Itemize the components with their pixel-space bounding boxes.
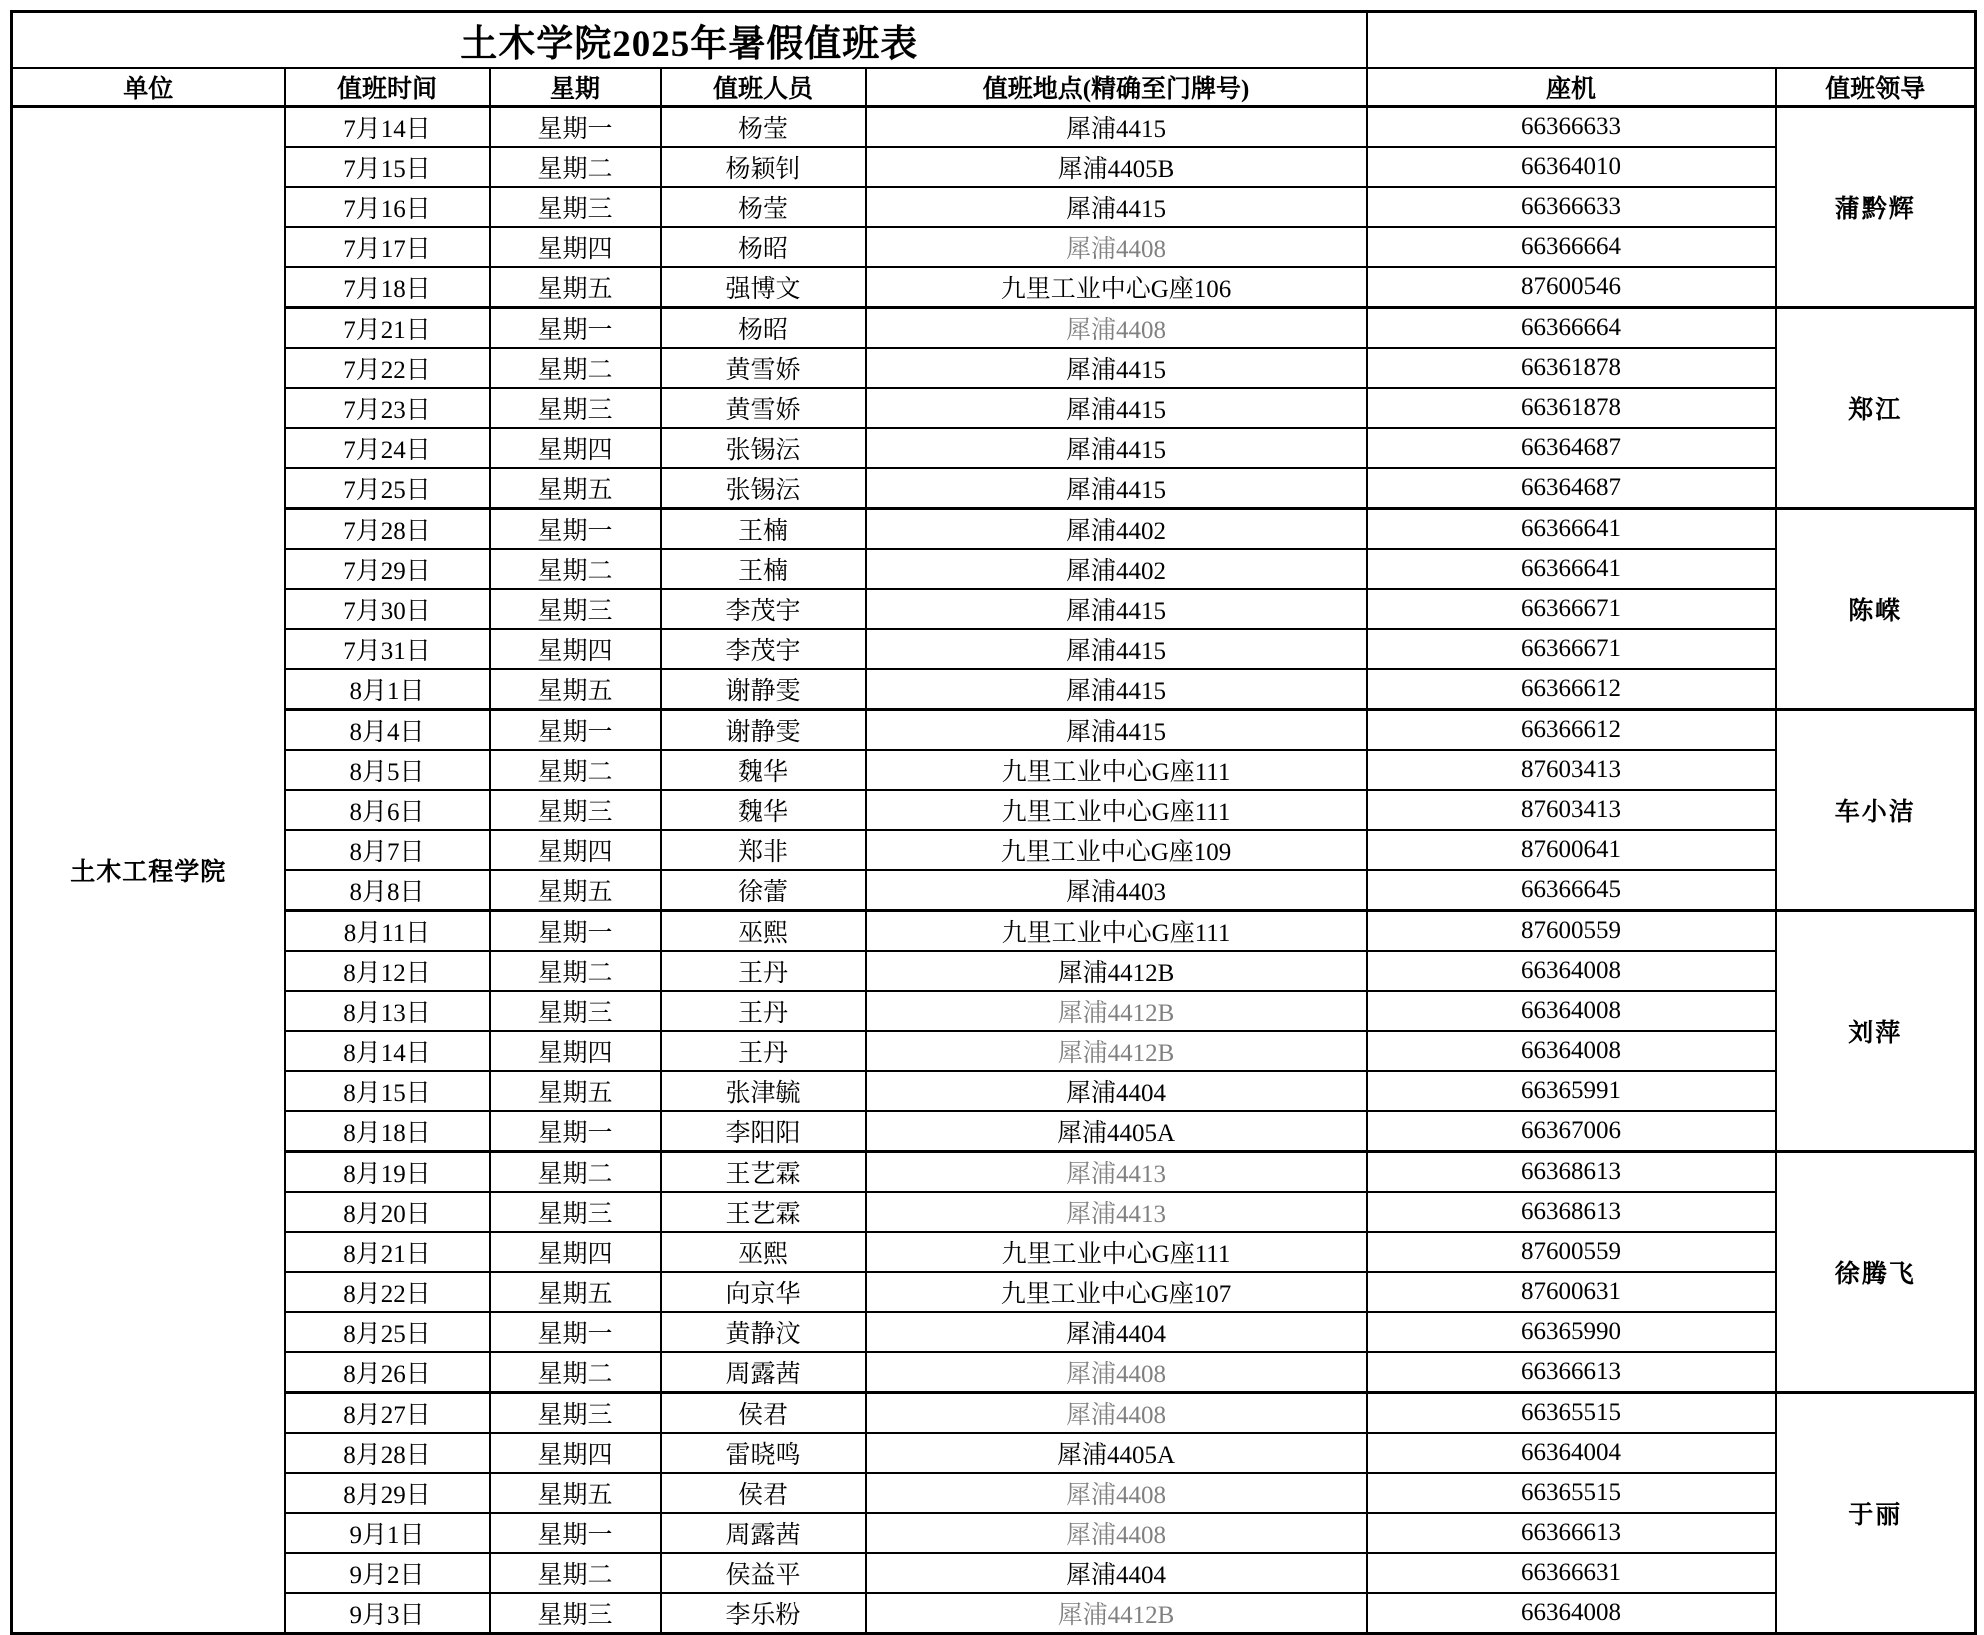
- column-header-0: 单位: [12, 68, 285, 107]
- location-cell: 犀浦4405A: [866, 1111, 1367, 1152]
- phone-cell: 66366633: [1367, 187, 1776, 227]
- date-cell: 9月3日: [285, 1593, 490, 1634]
- table-row: [12, 147, 1976, 187]
- location-cell: 犀浦4413: [866, 1192, 1367, 1232]
- table-row: [12, 1232, 1976, 1272]
- phone-cell: 66366645: [1367, 870, 1776, 911]
- date-cell: 8月11日: [285, 911, 490, 952]
- date-cell: 8月20日: [285, 1192, 490, 1232]
- phone-cell: 66366671: [1367, 629, 1776, 669]
- phone-cell: 66364008: [1367, 1031, 1776, 1071]
- table-row: [12, 227, 1976, 267]
- phone-cell: 66365515: [1367, 1473, 1776, 1513]
- weekday-cell: 星期二: [490, 1352, 661, 1393]
- location-cell: 犀浦4415: [866, 388, 1367, 428]
- date-cell: 8月22日: [285, 1272, 490, 1312]
- column-header-1: 值班时间: [285, 68, 490, 107]
- column-header-4: 值班地点(精确至门牌号): [866, 68, 1367, 107]
- table-row: [12, 509, 1976, 550]
- person-cell: 杨昭: [661, 308, 866, 349]
- table-row: [12, 468, 1976, 509]
- location-cell: 犀浦4408: [866, 1473, 1367, 1513]
- leader-cell: 于丽: [1776, 1393, 1976, 1634]
- weekday-cell: 星期四: [490, 428, 661, 468]
- location-cell: 犀浦4412B: [866, 1593, 1367, 1634]
- phone-cell: 66364008: [1367, 951, 1776, 991]
- table-row: [12, 870, 1976, 911]
- weekday-cell: 星期二: [490, 549, 661, 589]
- person-cell: 周露茜: [661, 1513, 866, 1553]
- location-cell: 犀浦4415: [866, 348, 1367, 388]
- table-row: [12, 669, 1976, 710]
- weekday-cell: 星期一: [490, 1312, 661, 1352]
- date-cell: 7月29日: [285, 549, 490, 589]
- weekday-cell: 星期一: [490, 911, 661, 952]
- person-cell: 王丹: [661, 951, 866, 991]
- date-cell: 8月4日: [285, 710, 490, 751]
- date-cell: 8月26日: [285, 1352, 490, 1393]
- column-header-3: 值班人员: [661, 68, 866, 107]
- date-cell: 8月13日: [285, 991, 490, 1031]
- person-cell: 黄雪娇: [661, 348, 866, 388]
- weekday-cell: 星期一: [490, 1111, 661, 1152]
- location-cell: 犀浦4402: [866, 509, 1367, 550]
- phone-cell: 66367006: [1367, 1111, 1776, 1152]
- weekday-cell: 星期一: [490, 509, 661, 550]
- person-cell: 李阳阳: [661, 1111, 866, 1152]
- phone-cell: 66364010: [1367, 147, 1776, 187]
- weekday-cell: 星期二: [490, 1553, 661, 1593]
- weekday-cell: 星期五: [490, 267, 661, 308]
- table-row: [12, 750, 1976, 790]
- location-cell: 犀浦4415: [866, 669, 1367, 710]
- table-row: [12, 911, 1976, 952]
- date-cell: 8月7日: [285, 830, 490, 870]
- person-cell: 李茂宇: [661, 589, 866, 629]
- person-cell: 侯君: [661, 1393, 866, 1434]
- table-row: [12, 1312, 1976, 1352]
- weekday-cell: 星期四: [490, 1433, 661, 1473]
- location-cell: 九里工业中心G座106: [866, 267, 1367, 308]
- leader-cell: 徐腾飞: [1776, 1152, 1976, 1393]
- column-header-6: 值班领导: [1776, 68, 1976, 107]
- weekday-cell: 星期二: [490, 951, 661, 991]
- date-cell: 8月15日: [285, 1071, 490, 1111]
- table-row: [12, 308, 1976, 349]
- date-cell: 7月23日: [285, 388, 490, 428]
- weekday-cell: 星期五: [490, 669, 661, 710]
- table-row: [12, 1111, 1976, 1152]
- table-row: [12, 107, 1976, 148]
- person-cell: 郑非: [661, 830, 866, 870]
- phone-cell: 66366641: [1367, 509, 1776, 550]
- weekday-cell: 星期五: [490, 468, 661, 509]
- phone-cell: 87600559: [1367, 911, 1776, 952]
- weekday-cell: 星期三: [490, 187, 661, 227]
- table-row: [12, 1352, 1976, 1393]
- person-cell: 王楠: [661, 509, 866, 550]
- table-row: [12, 388, 1976, 428]
- location-cell: 犀浦4404: [866, 1553, 1367, 1593]
- date-cell: 7月18日: [285, 267, 490, 308]
- location-cell: 九里工业中心G座111: [866, 750, 1367, 790]
- table-row: [12, 710, 1976, 751]
- person-cell: 张锡沄: [661, 468, 866, 509]
- person-cell: 谢静雯: [661, 710, 866, 751]
- person-cell: 巫熙: [661, 1232, 866, 1272]
- location-cell: 九里工业中心G座109: [866, 830, 1367, 870]
- date-cell: 9月1日: [285, 1513, 490, 1553]
- person-cell: 王艺霖: [661, 1192, 866, 1232]
- person-cell: 杨莹: [661, 187, 866, 227]
- phone-cell: 66366641: [1367, 549, 1776, 589]
- phone-cell: 66366664: [1367, 227, 1776, 267]
- location-cell: 犀浦4404: [866, 1312, 1367, 1352]
- date-cell: 8月21日: [285, 1232, 490, 1272]
- table-row: [12, 348, 1976, 388]
- date-cell: 7月31日: [285, 629, 490, 669]
- person-cell: 王丹: [661, 991, 866, 1031]
- phone-cell: 87600559: [1367, 1232, 1776, 1272]
- weekday-cell: 星期四: [490, 227, 661, 267]
- weekday-cell: 星期二: [490, 1152, 661, 1193]
- location-cell: 犀浦4412B: [866, 991, 1367, 1031]
- phone-cell: 87603413: [1367, 750, 1776, 790]
- phone-cell: 66365991: [1367, 1071, 1776, 1111]
- weekday-cell: 星期五: [490, 1272, 661, 1312]
- phone-cell: 66366671: [1367, 589, 1776, 629]
- date-cell: 8月1日: [285, 669, 490, 710]
- location-cell: 犀浦4404: [866, 1071, 1367, 1111]
- weekday-cell: 星期三: [490, 1393, 661, 1434]
- weekday-cell: 星期五: [490, 1473, 661, 1513]
- weekday-cell: 星期四: [490, 1031, 661, 1071]
- phone-cell: 87600546: [1367, 267, 1776, 308]
- unit-cell: 土木工程学院: [12, 107, 285, 1634]
- phone-cell: 66361878: [1367, 388, 1776, 428]
- leader-cell: 郑江: [1776, 308, 1976, 509]
- table-row: [12, 1513, 1976, 1553]
- location-cell: 犀浦4415: [866, 629, 1367, 669]
- date-cell: 7月30日: [285, 589, 490, 629]
- phone-cell: 66366633: [1367, 107, 1776, 148]
- weekday-cell: 星期四: [490, 1232, 661, 1272]
- table-row: [12, 1553, 1976, 1593]
- person-cell: 向京华: [661, 1272, 866, 1312]
- location-cell: 犀浦4415: [866, 468, 1367, 509]
- person-cell: 侯益平: [661, 1553, 866, 1593]
- location-cell: 犀浦4415: [866, 107, 1367, 148]
- phone-cell: 66364004: [1367, 1433, 1776, 1473]
- title-right-empty-cell: [1367, 12, 1976, 69]
- table-body: [12, 107, 1976, 1634]
- weekday-cell: 星期四: [490, 830, 661, 870]
- date-cell: 7月24日: [285, 428, 490, 468]
- header-row: [12, 68, 1976, 107]
- table-row: [12, 629, 1976, 669]
- table-row: [12, 1272, 1976, 1312]
- phone-cell: 66366613: [1367, 1513, 1776, 1553]
- leader-cell: 车小洁: [1776, 710, 1976, 911]
- date-cell: 8月5日: [285, 750, 490, 790]
- table-row: [12, 267, 1976, 308]
- person-cell: 王楠: [661, 549, 866, 589]
- person-cell: 黄雪娇: [661, 388, 866, 428]
- location-cell: 犀浦4412B: [866, 1031, 1367, 1071]
- location-cell: 九里工业中心G座107: [866, 1272, 1367, 1312]
- location-cell: 犀浦4405B: [866, 147, 1367, 187]
- table-row: [12, 428, 1976, 468]
- table-row: [12, 1593, 1976, 1634]
- date-cell: 7月16日: [285, 187, 490, 227]
- person-cell: 张锡沄: [661, 428, 866, 468]
- location-cell: 犀浦4403: [866, 870, 1367, 911]
- phone-cell: 66361878: [1367, 348, 1776, 388]
- person-cell: 强博文: [661, 267, 866, 308]
- date-cell: 7月21日: [285, 308, 490, 349]
- date-cell: 7月22日: [285, 348, 490, 388]
- date-cell: 8月14日: [285, 1031, 490, 1071]
- person-cell: 张津毓: [661, 1071, 866, 1111]
- date-cell: 8月25日: [285, 1312, 490, 1352]
- location-cell: 犀浦4412B: [866, 951, 1367, 991]
- weekday-cell: 星期三: [490, 388, 661, 428]
- phone-cell: 87603413: [1367, 790, 1776, 830]
- phone-cell: 66364008: [1367, 991, 1776, 1031]
- table-row: [12, 1152, 1976, 1193]
- location-cell: 犀浦4408: [866, 1393, 1367, 1434]
- phone-cell: 66366612: [1367, 669, 1776, 710]
- location-cell: 犀浦4405A: [866, 1433, 1367, 1473]
- location-cell: 犀浦4415: [866, 589, 1367, 629]
- weekday-cell: 星期一: [490, 710, 661, 751]
- table-row: [12, 187, 1976, 227]
- date-cell: 7月14日: [285, 107, 490, 148]
- person-cell: 魏华: [661, 750, 866, 790]
- phone-cell: 66368613: [1367, 1192, 1776, 1232]
- person-cell: 李乐粉: [661, 1593, 866, 1634]
- weekday-cell: 星期三: [490, 589, 661, 629]
- title-row: [12, 12, 1976, 69]
- person-cell: 巫熙: [661, 911, 866, 952]
- weekday-cell: 星期五: [490, 1071, 661, 1111]
- person-cell: 周露茜: [661, 1352, 866, 1393]
- phone-cell: 66366612: [1367, 710, 1776, 751]
- location-cell: 犀浦4415: [866, 710, 1367, 751]
- person-cell: 徐蕾: [661, 870, 866, 911]
- weekday-cell: 星期一: [490, 308, 661, 349]
- person-cell: 王丹: [661, 1031, 866, 1071]
- phone-cell: 66364687: [1367, 468, 1776, 509]
- phone-cell: 66364687: [1367, 428, 1776, 468]
- location-cell: 九里工业中心G座111: [866, 1232, 1367, 1272]
- leader-cell: 蒲黔辉: [1776, 107, 1976, 308]
- column-header-5: 座机: [1367, 68, 1776, 107]
- phone-cell: 87600641: [1367, 830, 1776, 870]
- page-title: 土木学院2025年暑假值班表: [12, 12, 1367, 69]
- table-row: [12, 790, 1976, 830]
- weekday-cell: 星期四: [490, 629, 661, 669]
- location-cell: 犀浦4408: [866, 308, 1367, 349]
- leader-cell: 刘萍: [1776, 911, 1976, 1152]
- phone-cell: 66366613: [1367, 1352, 1776, 1393]
- location-cell: 犀浦4415: [866, 187, 1367, 227]
- date-cell: 8月19日: [285, 1152, 490, 1193]
- table-row: [12, 1192, 1976, 1232]
- table-row: [12, 991, 1976, 1031]
- person-cell: 杨颖钊: [661, 147, 866, 187]
- date-cell: 8月18日: [285, 1111, 490, 1152]
- weekday-cell: 星期三: [490, 1192, 661, 1232]
- phone-cell: 66366631: [1367, 1553, 1776, 1593]
- table-row: [12, 1071, 1976, 1111]
- date-cell: 8月27日: [285, 1393, 490, 1434]
- table-row: [12, 1393, 1976, 1434]
- person-cell: 谢静雯: [661, 669, 866, 710]
- duty-table: [10, 10, 1977, 1635]
- table-row: [12, 589, 1976, 629]
- date-cell: 7月17日: [285, 227, 490, 267]
- column-header-2: 星期: [490, 68, 661, 107]
- table-row: [12, 830, 1976, 870]
- weekday-cell: 星期三: [490, 991, 661, 1031]
- table-row: [12, 951, 1976, 991]
- person-cell: 李茂宇: [661, 629, 866, 669]
- leader-cell: 陈嵘: [1776, 509, 1976, 710]
- phone-cell: 66364008: [1367, 1593, 1776, 1634]
- weekday-cell: 星期二: [490, 750, 661, 790]
- weekday-cell: 星期二: [490, 147, 661, 187]
- date-cell: 7月28日: [285, 509, 490, 550]
- table-row: [12, 1433, 1976, 1473]
- table-row: [12, 1031, 1976, 1071]
- location-cell: 犀浦4408: [866, 227, 1367, 267]
- location-cell: 犀浦4408: [866, 1513, 1367, 1553]
- location-cell: 犀浦4408: [866, 1352, 1367, 1393]
- date-cell: 8月8日: [285, 870, 490, 911]
- person-cell: 侯君: [661, 1473, 866, 1513]
- date-cell: 8月6日: [285, 790, 490, 830]
- weekday-cell: 星期二: [490, 348, 661, 388]
- phone-cell: 66365515: [1367, 1393, 1776, 1434]
- date-cell: 7月25日: [285, 468, 490, 509]
- person-cell: 雷晓鸣: [661, 1433, 866, 1473]
- date-cell: 8月12日: [285, 951, 490, 991]
- weekday-cell: 星期一: [490, 1513, 661, 1553]
- location-cell: 九里工业中心G座111: [866, 911, 1367, 952]
- date-cell: 9月2日: [285, 1553, 490, 1593]
- phone-cell: 66366664: [1367, 308, 1776, 349]
- weekday-cell: 星期三: [490, 790, 661, 830]
- person-cell: 魏华: [661, 790, 866, 830]
- phone-cell: 66368613: [1367, 1152, 1776, 1193]
- phone-cell: 66365990: [1367, 1312, 1776, 1352]
- date-cell: 8月28日: [285, 1433, 490, 1473]
- person-cell: 杨昭: [661, 227, 866, 267]
- location-cell: 犀浦4415: [866, 428, 1367, 468]
- location-cell: 九里工业中心G座111: [866, 790, 1367, 830]
- weekday-cell: 星期一: [490, 107, 661, 148]
- weekday-cell: 星期五: [490, 870, 661, 911]
- location-cell: 犀浦4413: [866, 1152, 1367, 1193]
- person-cell: 黄静汶: [661, 1312, 866, 1352]
- date-cell: 8月29日: [285, 1473, 490, 1513]
- phone-cell: 87600631: [1367, 1272, 1776, 1312]
- person-cell: 杨莹: [661, 107, 866, 148]
- weekday-cell: 星期三: [490, 1593, 661, 1634]
- location-cell: 犀浦4402: [866, 549, 1367, 589]
- table-row: [12, 1473, 1976, 1513]
- person-cell: 王艺霖: [661, 1152, 866, 1193]
- date-cell: 7月15日: [285, 147, 490, 187]
- table-row: [12, 549, 1976, 589]
